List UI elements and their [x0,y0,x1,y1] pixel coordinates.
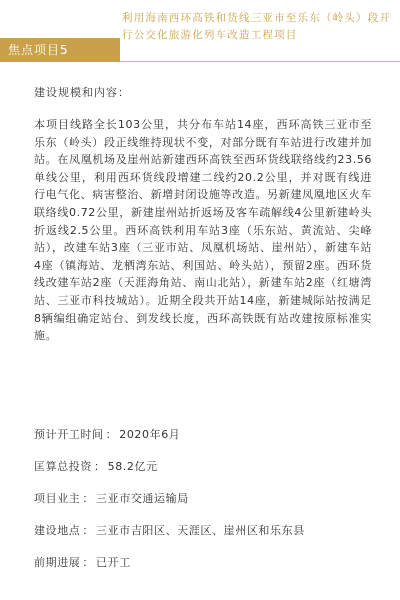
field-progress: 前期进展 ： 已开工 [34,556,131,569]
field-location: 建设地点 ： 三亚市吉阳区、天涯区、崖州区和乐东县 [34,524,305,537]
project-description: 本项目线路全长103公里，共分布车站14座，西环高铁三亚市至乐东（岭头）段正线维持现状不变，对部分既有车站进行改建并加站。在凤凰机场及崖州站新建西环高铁至西环货线联络线约23.56单线公里，利用西环货线段增建二线约20.2公里，并对既有线进行电气化、病害整治、新增封闭设施等改造。另新建凤凰地区火车联络线0.72公里，新建崖州站折返场及客车疏解线4公里新建岭头折返线2.5公里。西环高铁利用车站3座（乐东站、黄流站、尖峰站），改建车站3座（三亚市站、凤凰机场站、崖州站），新建车站4座（镇海站、龙栖湾东站、利国站、岭头站），预留2座。西环货线改建车站2座（天涯海角站、南山北站），新建车站2座（红塘湾站、三亚市科技城站）。近期全段共开站14座，新建城际站按满足8辆编组确定站台、到发线长度，西环高铁既有站改建按原标准实施。 [34,118,372,343]
field-value: 三亚市吉阳区、天涯区、崖州区和乐东县 [96,524,305,537]
focus-project-tag: 焦点项目5 [0,38,120,62]
field-total-investment: 匡算总投资 ： 58.2亿元 [34,460,158,473]
project-title: 利用海南西环高铁和货线三亚市至乐东（岭头）段开行公交化旅游化列车改造工程项目 [122,12,392,41]
field-label: 项目业主 [34,492,81,505]
article-header [0,0,400,72]
field-value: 2020年6月 [119,428,181,441]
header-divider [120,61,400,62]
field-project-owner: 项目业主 ： 三亚市交通运输局 [34,492,189,505]
field-label: 建设地点 [34,524,81,537]
field-label: 前期进展 [34,556,81,569]
section-heading: 建设规模和内容： [34,86,130,99]
field-value: 已开工 [96,556,131,569]
field-start-date: 预计开工时间 ： 2020年6月 [34,428,181,441]
field-label: 匡算总投资 [34,460,92,473]
field-label: 预计开工时间 [34,428,104,441]
field-value: 三亚市交通运输局 [96,492,189,505]
field-value: 58.2亿元 [107,460,158,473]
